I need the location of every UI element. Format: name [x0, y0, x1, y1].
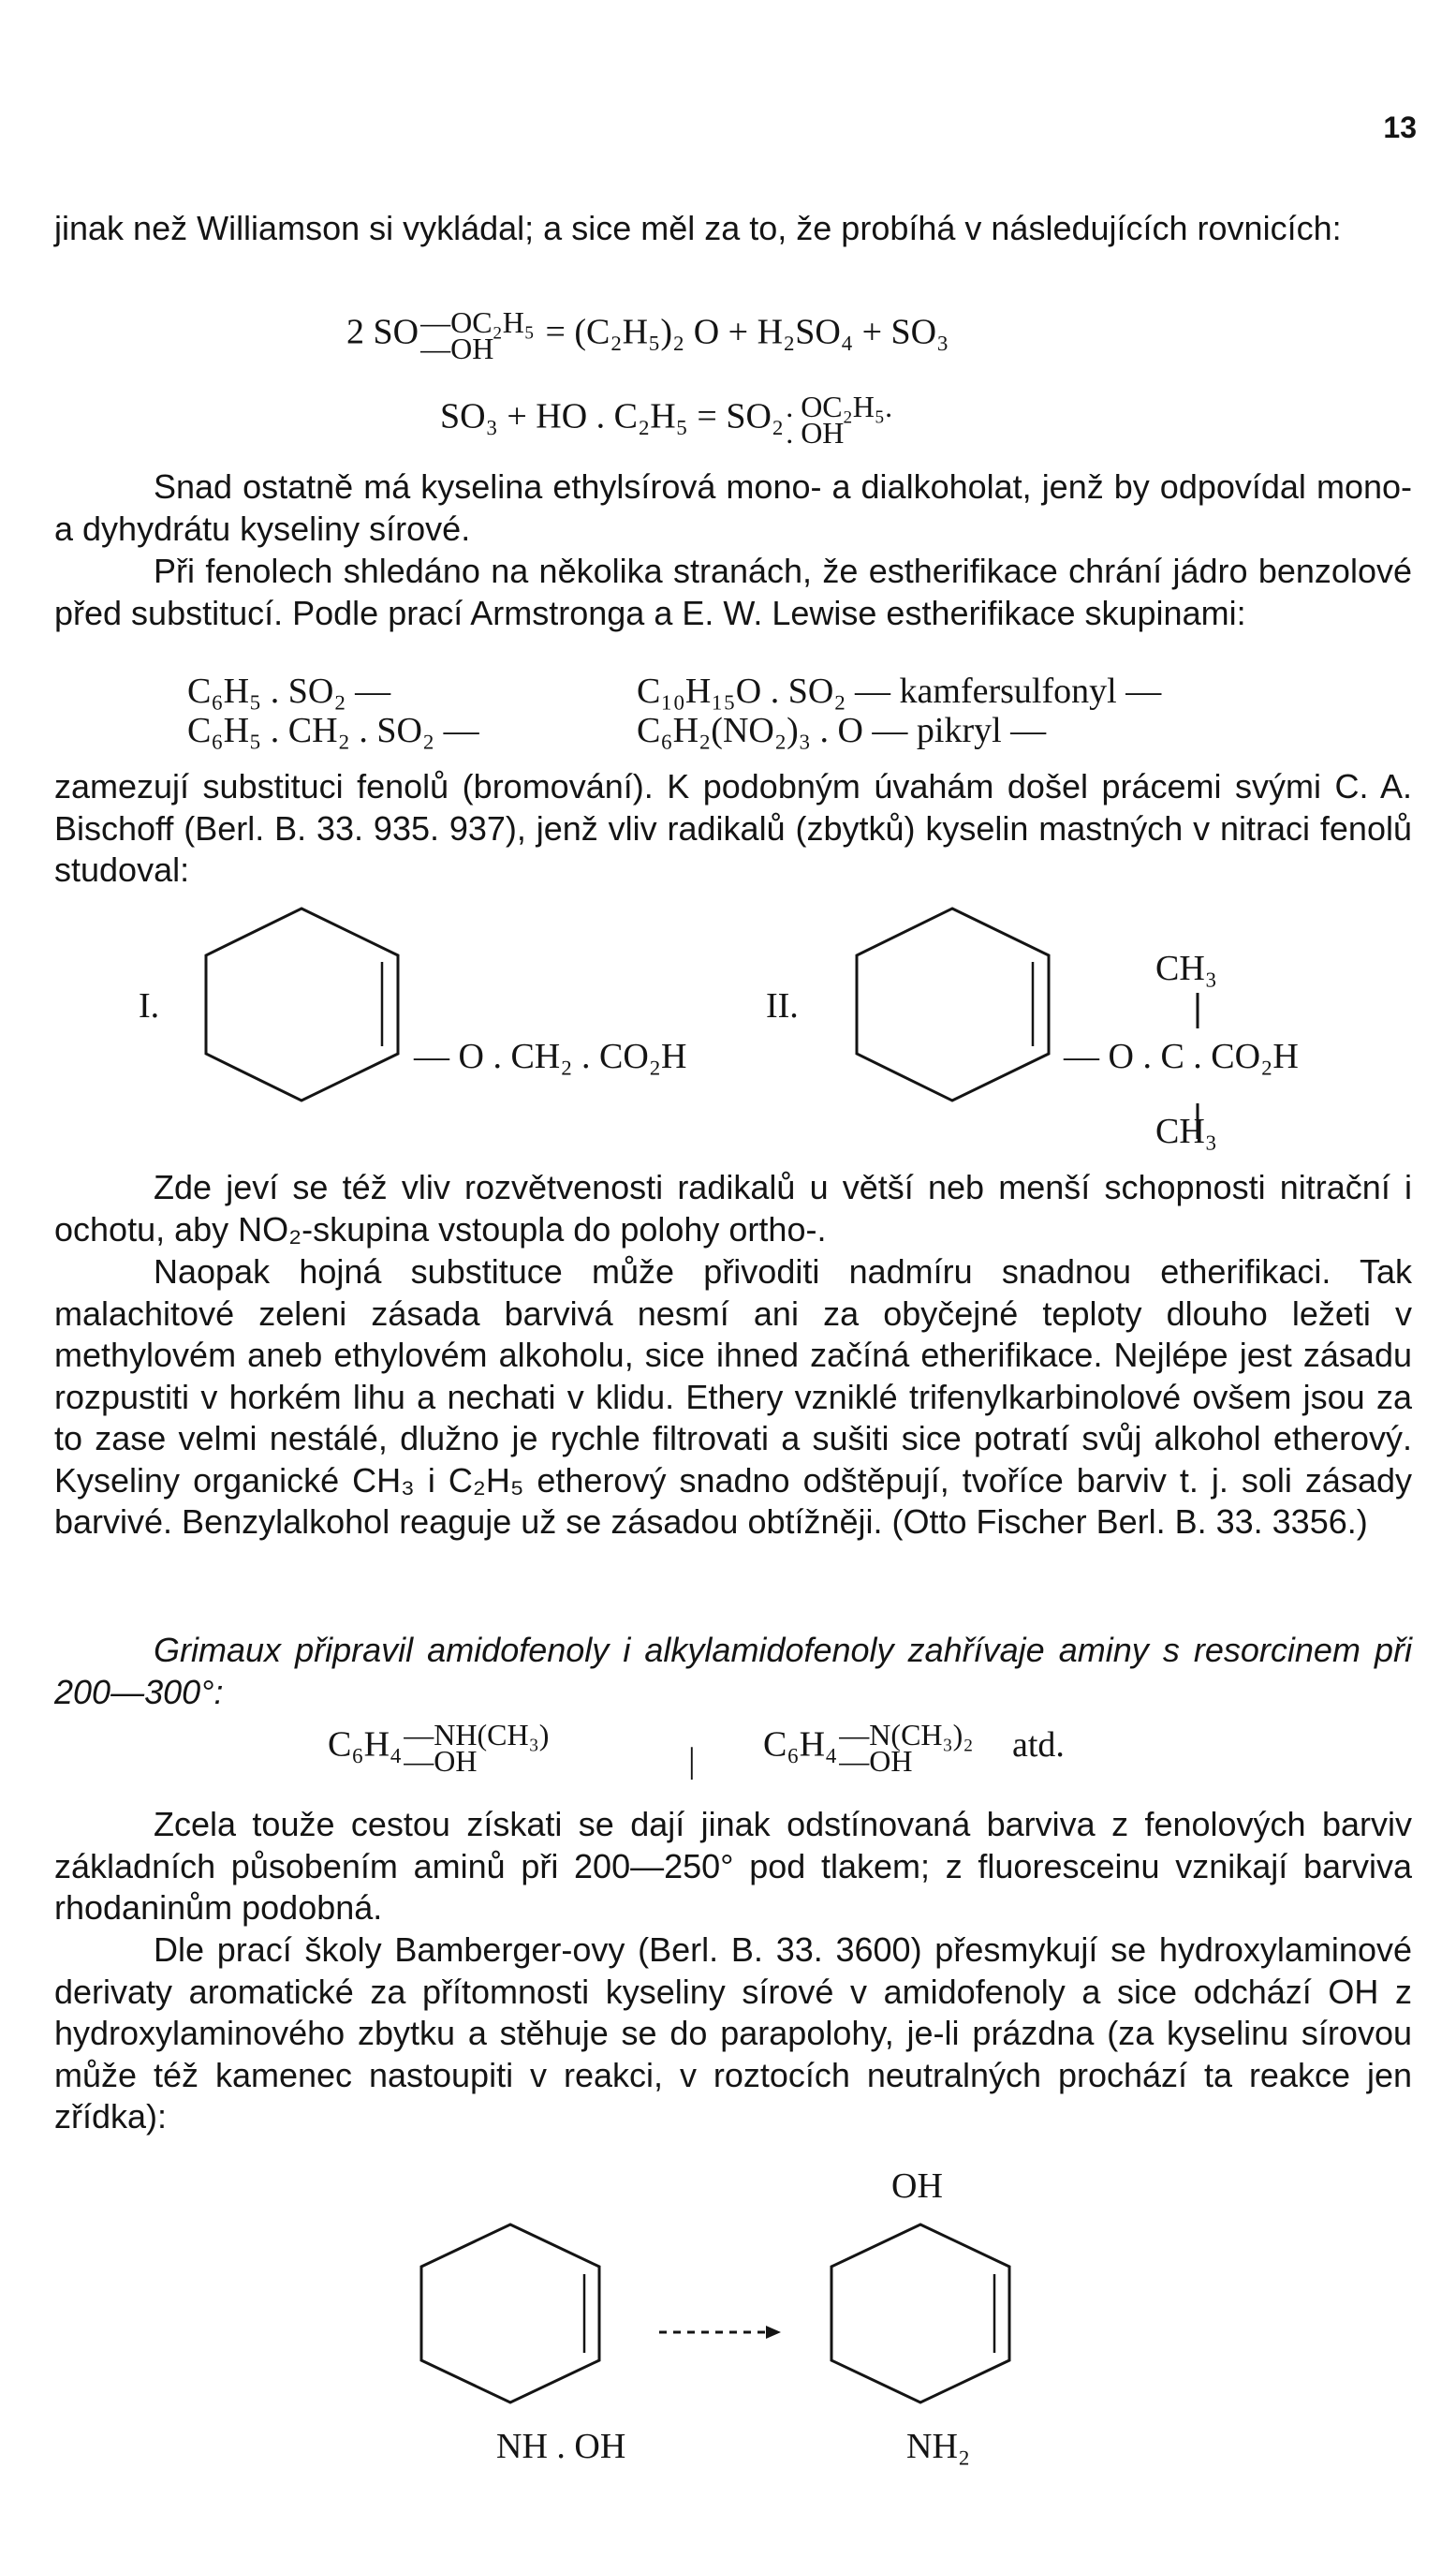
reactant-substituent: NH . OH	[496, 2427, 626, 2466]
benzene-ring-reactant	[412, 2220, 609, 2417]
figure-1-label: I.	[139, 986, 160, 1026]
paragraph-williamson: jinak než Williamson si vykládal; a sice měl za to, že probíhá v následujících rovnicích:	[54, 209, 1342, 247]
eq1-bottom: —OH	[420, 332, 494, 365]
paragraph-rozvetvenost: Zde jeví se též vliv rozvětvenosti radikalů u větší neb menší schopnosti nitrační i ochotu, aby NO₂-skupina vstoupla do polohy ortho-.	[54, 1168, 1412, 1249]
amine2-base: C₆H₄	[763, 1724, 838, 1765]
equation-1	[346, 305, 949, 365]
amine-separator: |	[688, 1741, 696, 1781]
eq1-top: —OC₂H₅	[420, 305, 535, 339]
benzene-ring-2	[847, 904, 1063, 1110]
amine1-stack	[404, 1718, 550, 1778]
figure-2-ch3-bottom: CH₃	[1155, 1112, 1218, 1151]
figure-2-substituent: — O . C . CO₂H	[1064, 1037, 1299, 1076]
paragraph-bischoff: zamezují substituci fenolů (bromování). K podobným úvahám došel prácemi svými C. A. Bischoff (Berl. B. 33. 935. 937), jenž vliv radikalů (zbytků) kyselin mastných v nitraci fenolů studoval:	[54, 767, 1412, 889]
amine1-top: —NH(CH₃)	[404, 1718, 550, 1751]
eq1-coefficient: 2 SO	[346, 312, 419, 352]
amine1-base: C₆H₄	[328, 1724, 403, 1765]
paragraph-fenoly: Při fenolech shledáno na několika stranách, že estherifikace chrání jádro benzolové před substitucí. Podle prací Armstronga a E. W. Lewise estherifikace skupinami:	[54, 552, 1412, 632]
atd-text: atd.	[1011, 1724, 1065, 1765]
equation-2	[440, 390, 894, 450]
eq2-stack	[786, 390, 893, 450]
page-number: 13	[1383, 111, 1417, 144]
amine-formula-2	[763, 1718, 1065, 1778]
eq2-bottom: . OH	[786, 416, 845, 450]
group-4: C₆H₂(NO₂)₃ . O — pikryl —	[637, 711, 1047, 750]
paragraph-ethylsirova: Snad ostatně má kyselina ethylsírová mono- a dialkoholat, jenž by odpovídal mono- a dyhydrátu kyseliny sírové.	[54, 467, 1412, 548]
amine-formula-1	[328, 1718, 551, 1778]
paragraph-grimaux: Grimaux připravil amidofenoly i alkylamidofenoly zahřívaje aminy s resorcinem při 200—300°:	[54, 1631, 1412, 1711]
product-oh: OH	[891, 2166, 943, 2206]
group-1: C₆H₅ . SO₂ —	[187, 672, 391, 711]
amine2-bottom: —OH	[839, 1744, 913, 1778]
group-3: C₁₀H₁₅O . SO₂ — kamfersulfonyl —	[637, 672, 1162, 711]
benzene-ring-1	[197, 904, 412, 1110]
product-substituent: NH₂	[906, 2427, 971, 2466]
figure-2-ch3-top: CH₃	[1155, 949, 1218, 988]
paragraph-barviva: Zcela touže cestou získati se dají jinak odstínovaná barviva z fenolových barviv základních působením aminů při 200—250° pod tlakem; z fluoresceinu vznikají barviva rhodaninům podobná.	[54, 1805, 1412, 1927]
eq2-top: . OC₂H₅.	[786, 390, 893, 423]
figure-2-label: II.	[766, 986, 799, 1026]
paragraph-malachit: Naopak hojná substituce může přivoditi nadmíru snadnou etherifikaci. Tak malachitové zeleni zásada barvivá nesmí ani za obyčejné teploty dlouho ležeti v methylovém aneb ethylovém alkoholu, sice ihned začíná etherifikace. Nejlépe jest zásadu rozpustiti v horkém lihu a nechati v klidu. Ethery vzniklé trifenylkarbinolové ovšem jsou za to zase velmi nestálé, dlužno je rychle filtrovati a sušiti sice potratí svůj alkohol etherový. Kyseliny organické CH₃ i C₂H₅ etherový snadno odštěpují, tvoříce barviv t. j. soli zásady barvivé. Benzylalkohol reaguje už se zásadou obtížněji. (Otto Fischer Berl. B. 33. 3356.)	[54, 1252, 1412, 1541]
group-2: C₆H₅ . CH₂ . SO₂ —	[187, 711, 479, 750]
paragraph-bamberger: Dle prací školy Bamberger-ovy (Berl. B. 33. 3600) přesmykují se hydroxylaminové derivaty aromatické za přítomnosti kyseliny sírové v amidofenoly a sice odchází OH z hydroxylaminového zbytku a stěhuje se do parapolohy, je-li prázdna (za kyselinu sírovou může též kamenec nastoupiti v reakci, v roztocích neutralných prochází ta reakce jen zřídka):	[54, 1930, 1412, 2136]
figure-1-substituent: — O . CH₂ . CO₂H	[414, 1037, 687, 1076]
eq2-lhs: SO₃ + HO . C₂H₅ = SO₂	[440, 396, 785, 436]
eq1-stack	[420, 305, 535, 365]
eq1-rhs: = (C₂H₅)₂ O + H₂SO₄ + SO₃	[545, 312, 949, 352]
reaction-arrow-icon	[655, 2323, 787, 2342]
amine2-stack	[839, 1718, 974, 1778]
amine1-bottom: —OH	[404, 1744, 478, 1778]
amine2-top: —N(CH₃)₂	[839, 1718, 974, 1751]
benzene-ring-product	[822, 2220, 1019, 2417]
